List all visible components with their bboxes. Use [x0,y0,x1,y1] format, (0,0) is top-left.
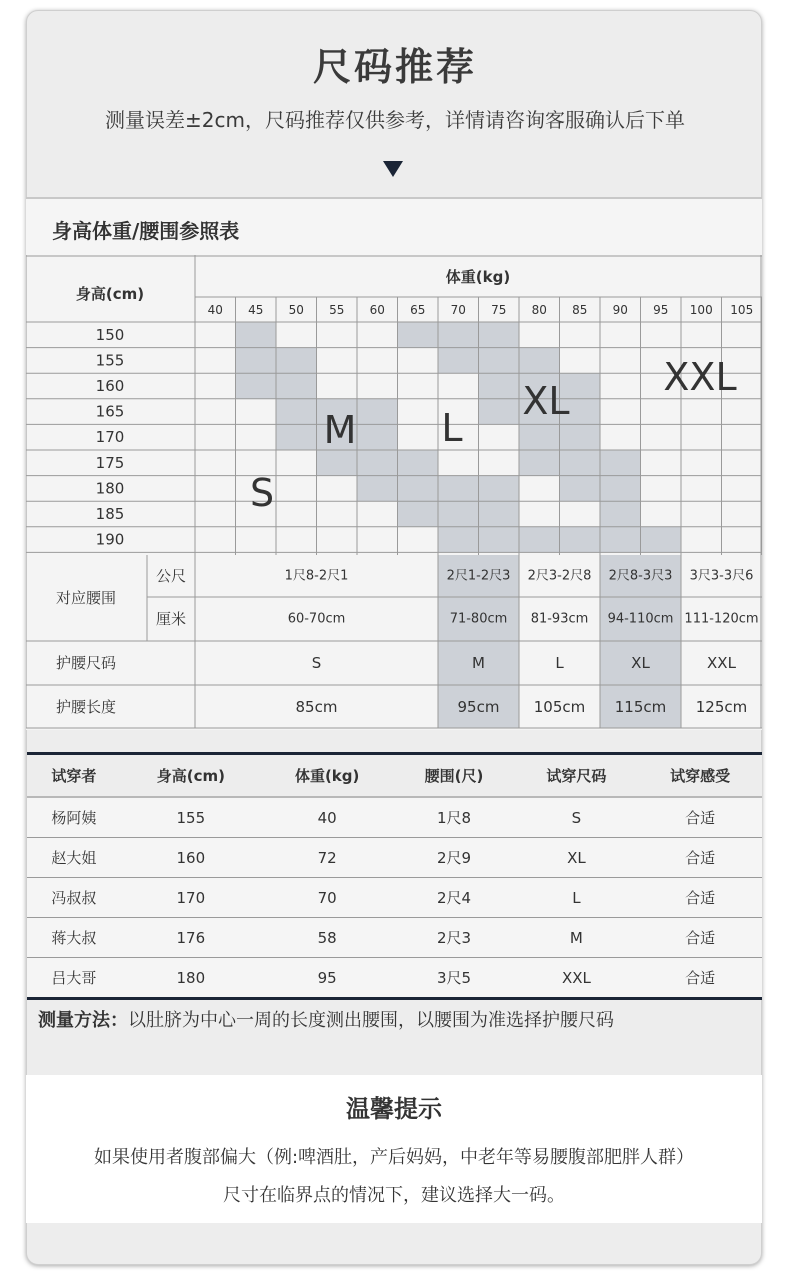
weight-tick: 60 [369,303,385,317]
trial-cell: 合适 [638,918,762,958]
size-band [600,501,641,527]
waist-cm-value: 111-120cm [684,611,759,627]
table-row [27,797,762,838]
trial-cell: 3尺5 [393,958,514,999]
table-row [27,878,762,918]
belt-length-value: 105cm [533,698,586,716]
trial-cell: 杨阿姨 [27,797,121,838]
waist-label: 对应腰围 [55,589,117,607]
trial-header-cell: 试穿者 [27,754,121,798]
trial-cell: 95 [261,958,394,999]
waist-cm-value: 60-70cm [287,611,346,627]
trial-cell: 2尺9 [393,838,514,878]
trial-cell: XL [515,838,639,878]
waist-cm-value: 81-93cm [530,611,589,627]
size-band [438,348,560,374]
trial-cell: S [515,797,639,838]
belt-size-value: S [311,654,322,672]
size-label-xxl: XXL [663,355,737,399]
height-tick: 155 [95,351,125,370]
measure-method-text: 以肚脐为中心一周的长度测出腰围，以腰围为准选择护腰尺码 [128,1010,614,1031]
weight-tick: 65 [410,303,426,317]
weight-tick: 70 [450,303,466,317]
weight-tick: 105 [730,303,754,317]
trial-cell: 160 [121,838,261,878]
height-tick: 180 [95,479,125,498]
weight-tick: 75 [491,303,507,317]
table-row [27,958,762,999]
trial-cell: 58 [261,918,394,958]
measure-method [38,1006,614,1032]
belt-length-value: 115cm [614,698,667,716]
size-band [398,501,520,527]
belt-length-value: 95cm [457,698,500,716]
height-tick: 170 [95,428,125,447]
trial-table [27,752,762,1000]
trial-cell: 40 [261,797,394,838]
tips-line: 尺寸在临界点的情况下，建议选择大一码。 [223,1185,565,1206]
size-label-l: L [441,406,463,450]
size-band [398,322,520,348]
table-row [27,918,762,958]
trial-cell: XXL [515,958,639,999]
trial-header-cell: 腰围(尺) [393,754,514,798]
trial-cell: 合适 [638,878,762,918]
trial-cell: 180 [121,958,261,999]
size-chart-grid [26,255,762,730]
trial-cell: 赵大姐 [27,838,121,878]
weight-tick: 50 [288,303,304,317]
waist-chi-value: 2尺3-2尺8 [527,568,592,584]
weight-tick: 85 [572,303,588,317]
belt-length-value: 125cm [695,698,748,716]
height-tick: 150 [95,325,125,344]
height-tick: 165 [95,402,125,421]
trial-cell: 合适 [638,838,762,878]
trial-cell: 吕大哥 [27,958,121,999]
trial-cell: 合适 [638,958,762,999]
page-subtitle: 测量误差±2cm，尺码推荐仅供参考，详情请咨询客服确认后下单 [105,108,685,132]
weight-tick: 95 [653,303,669,317]
belt-length-label: 护腰长度 [55,698,117,716]
belt-size-value: XL [631,654,650,672]
trial-cell: 176 [121,918,261,958]
down-arrow-icon [383,161,403,177]
trial-cell: 蒋大叔 [27,918,121,958]
weight-tick: 45 [248,303,264,317]
waist-cm-value: 94-110cm [607,611,674,627]
belt-size-value: M [472,654,485,672]
height-header: 身高(cm) [75,285,145,303]
tips-line: 如果使用者腹部偏大（例:啤酒肚，产后妈妈，中老年等易腰腹部肥胖人群） [93,1147,695,1168]
trial-cell: 2尺3 [393,918,514,958]
chart-section-title: 身高体重/腰围参照表 [52,219,240,243]
trial-header-row [27,754,762,798]
weight-tick: 100 [689,303,713,317]
trial-header-cell: 试穿感受 [638,754,762,798]
trial-cell: 2尺4 [393,878,514,918]
height-tick: 190 [95,530,125,549]
trial-cell: 70 [261,878,394,918]
waist-chi-value: 3尺3-3尺6 [689,568,754,584]
trial-header-cell: 体重(kg) [261,754,394,798]
trial-cell: L [515,878,639,918]
belt-size-label: 护腰尺码 [55,654,117,672]
trial-cell: 冯叔叔 [27,878,121,918]
cm-label: 厘米 [155,610,187,628]
weight-tick: 55 [329,303,345,317]
belt-length-value: 85cm [295,698,338,716]
trial-cell: 1尺8 [393,797,514,838]
weight-tick: 40 [207,303,223,317]
belt-size-value: L [555,654,564,672]
height-tick: 185 [95,505,125,523]
chi-label: 公尺 [155,567,187,585]
waist-cm-value: 71-80cm [449,611,508,627]
trial-cell: 72 [261,838,394,878]
size-label-s: S [249,471,275,515]
size-band [317,450,439,476]
weight-tick: 90 [612,303,628,317]
trial-header-cell: 身高(cm) [121,754,261,798]
table-row [27,838,762,878]
tips-box [26,1075,762,1223]
size-band [236,322,277,348]
tips-title: 温馨提示 [346,1095,442,1123]
waist-chi-value: 2尺8-3尺3 [608,568,673,584]
size-label-xl: XL [522,379,570,423]
size-band [519,450,641,476]
waist-chi-value: 1尺8-2尺1 [284,568,349,584]
trial-header-cell: 试穿尺码 [515,754,639,798]
measure-method-label: 测量方法： [38,1010,128,1031]
page-title: 尺码推荐 [312,45,477,89]
waist-chi-value: 2尺1-2尺3 [446,568,511,584]
size-label-m: M [323,408,357,452]
weight-header: 体重(kg) [445,268,511,286]
trial-cell: M [515,918,639,958]
height-tick: 160 [95,377,125,395]
trial-cell: 170 [121,878,261,918]
weight-tick: 80 [531,303,547,317]
height-tick: 175 [95,453,125,472]
trial-cell: 155 [121,797,261,838]
trial-cell: 合适 [638,797,762,838]
belt-size-value: XXL [707,654,736,672]
